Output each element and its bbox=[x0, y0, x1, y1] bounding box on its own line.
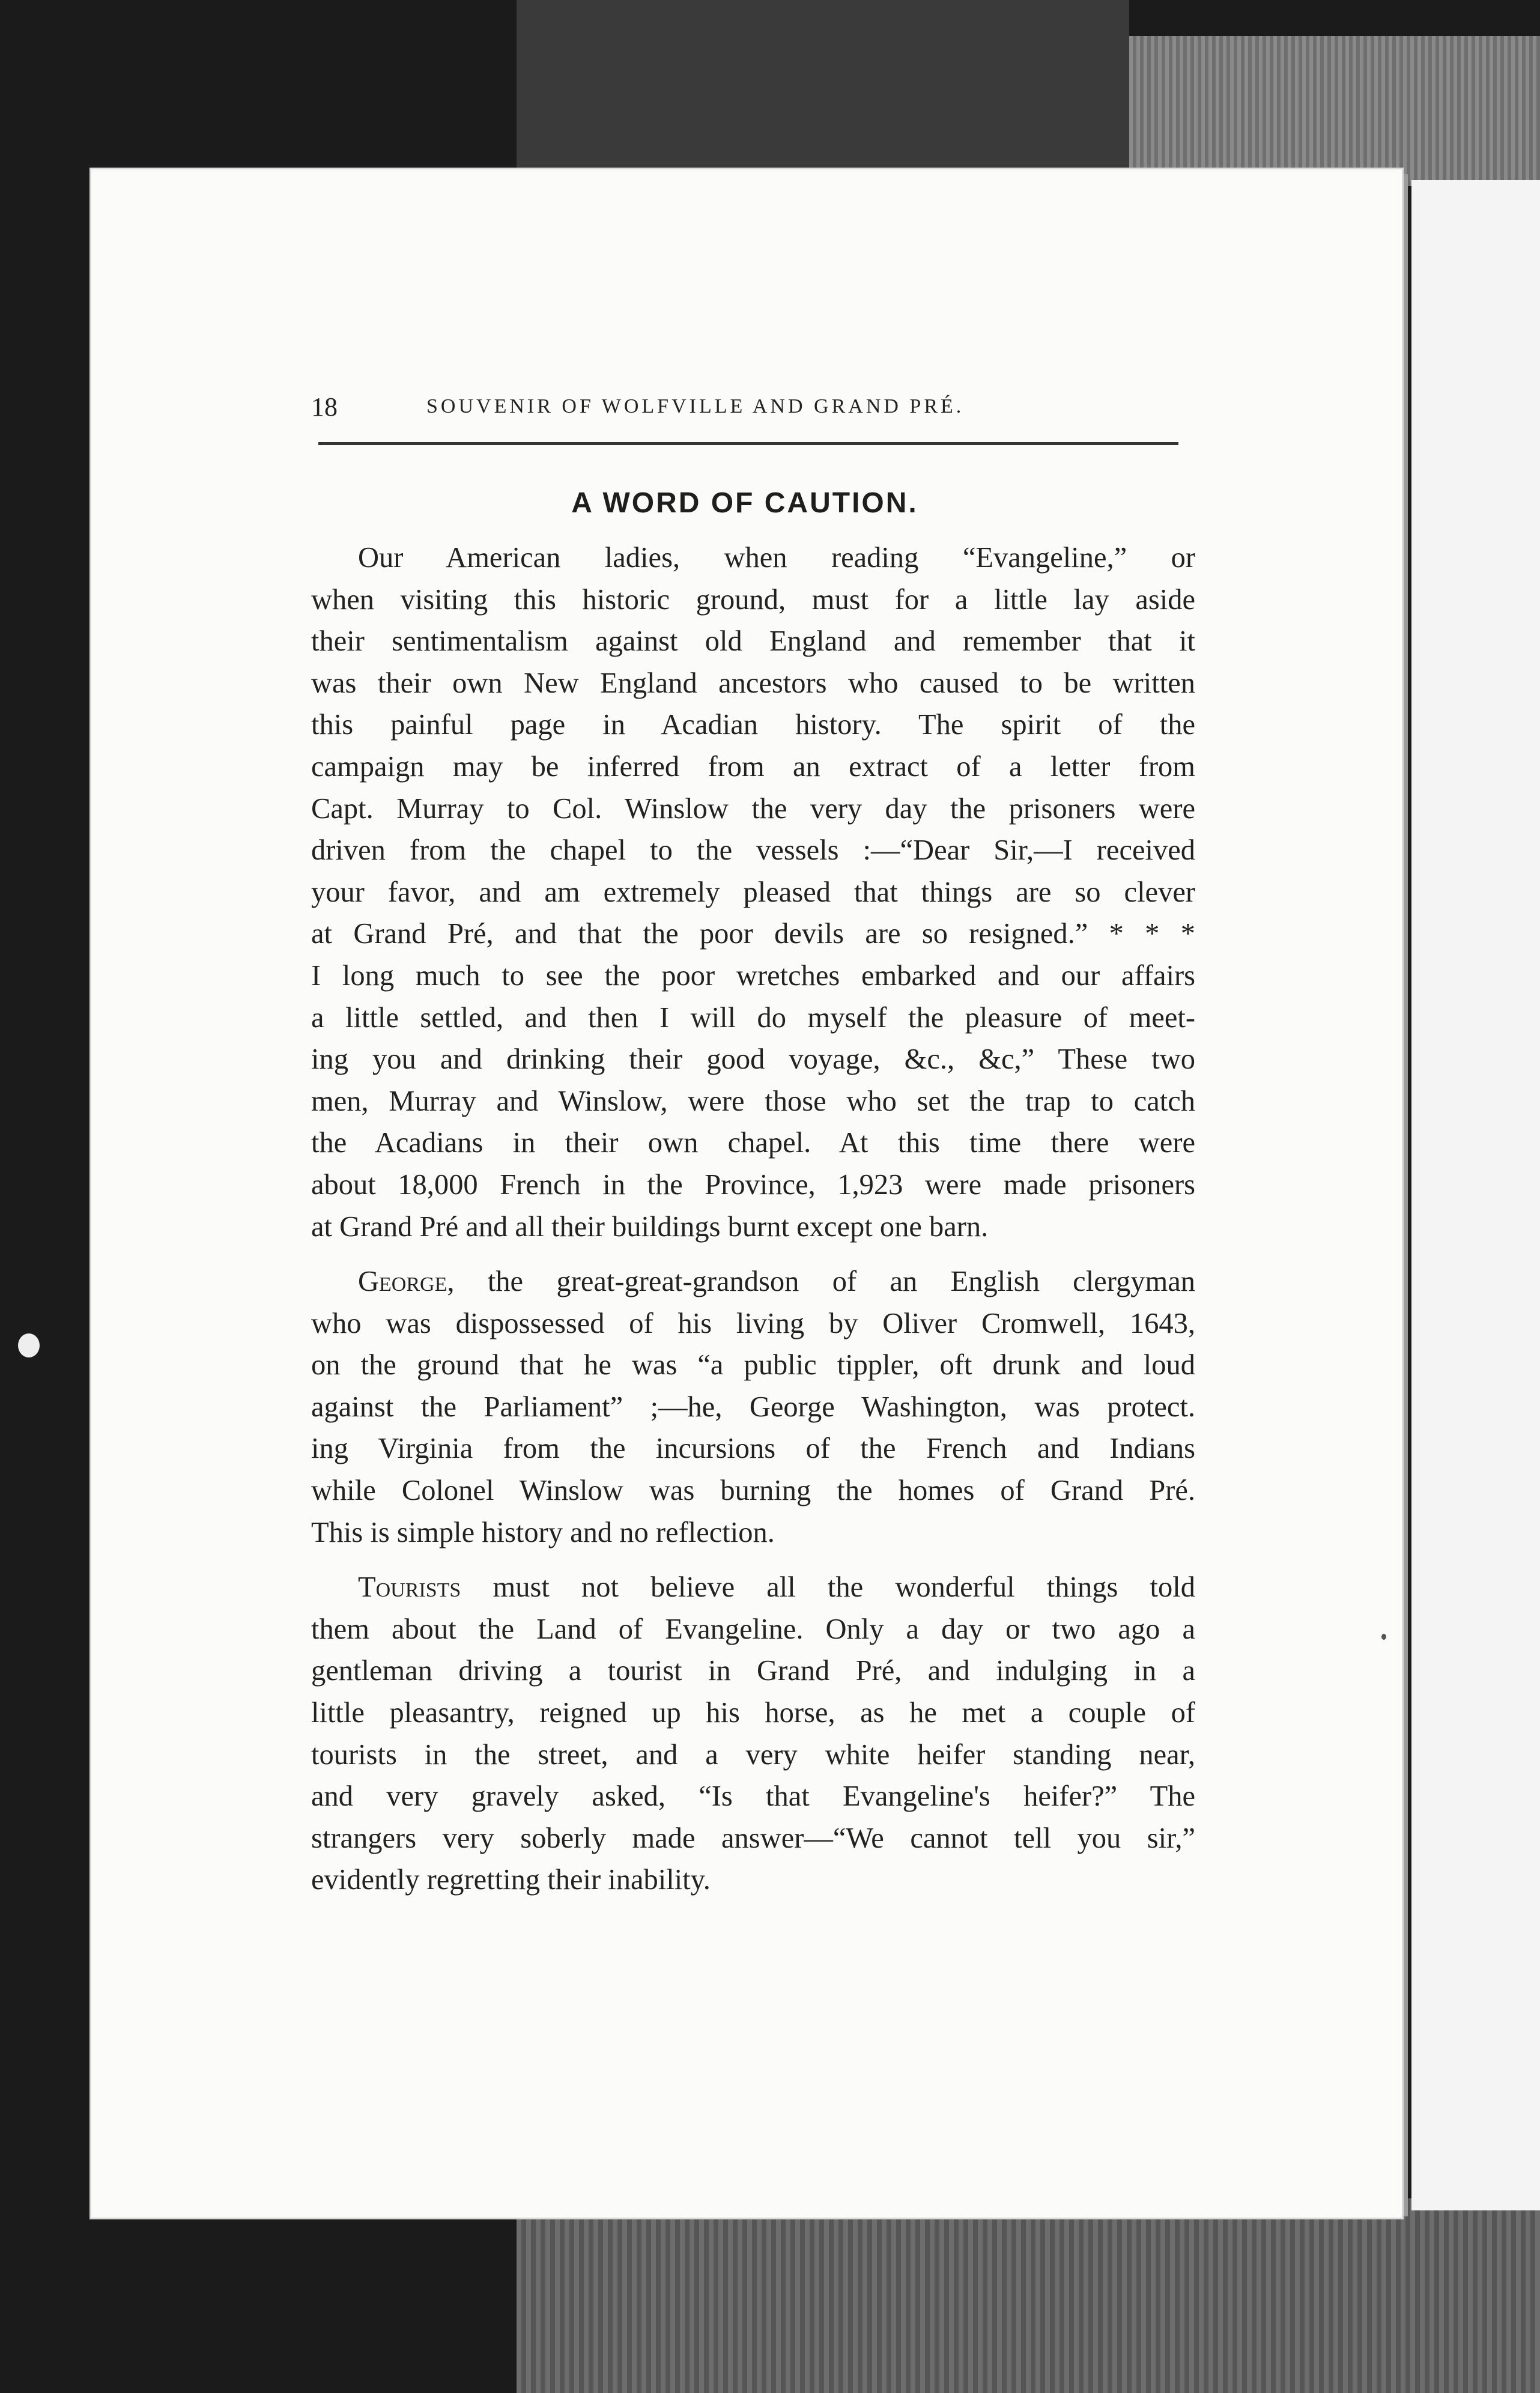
paragraph bbox=[311, 1261, 1195, 1553]
dust-speck bbox=[18, 1333, 40, 1357]
text-line: a little settled, and then I will do myself the pleasure of meet- bbox=[311, 1001, 1195, 1034]
text-line: at Grand Pré and all their buildings burnt except one barn. bbox=[311, 1210, 989, 1243]
running-title: SOUVENIR OF WOLFVILLE AND GRAND PRÉ. bbox=[426, 395, 965, 417]
text-line: when visiting this historic ground, must for a little lay aside bbox=[311, 583, 1195, 616]
lead-word: George, bbox=[358, 1266, 455, 1298]
text-line: This is simple history and no reflection. bbox=[311, 1516, 775, 1548]
text-line: Our American ladies, when reading “Evangeline,” or bbox=[358, 542, 1195, 574]
text-line: was their own New England ancestors who caused to be written bbox=[311, 667, 1195, 699]
text-line: ing you and drinking their good voyage, &c., &c,” These two bbox=[311, 1043, 1195, 1076]
text-line: and very gravely asked, “Is that Evangeline's heifer?” The bbox=[311, 1780, 1195, 1813]
text-line: strangers very soberly made answer—“We cannot tell you sir,” bbox=[311, 1822, 1195, 1854]
text-line: their sentimentalism against old England and remember that it bbox=[311, 625, 1195, 658]
text-line bbox=[311, 1567, 1195, 1609]
text-line: little pleasantry, reigned up his horse, as he met a couple of bbox=[311, 1697, 1195, 1729]
paragraph bbox=[311, 1567, 1195, 1901]
text-line: men, Murray and Winslow, were those who set the trap to catch bbox=[311, 1085, 1195, 1117]
text-line: at Grand Pré, and that the poor devils are so resigned.” * * * bbox=[311, 918, 1195, 950]
text-line: on the ground that he was “a public tippler, oft drunk and loud bbox=[311, 1349, 1195, 1382]
header-rule bbox=[318, 442, 1178, 445]
text-line: evidently regretting their inability. bbox=[311, 1864, 711, 1896]
text-line: this painful page in Acadian history. The spirit of the bbox=[311, 709, 1195, 741]
background-cloth-top-right bbox=[1129, 36, 1540, 186]
text-line: the Acadians in their own chapel. At this time there were bbox=[311, 1127, 1195, 1159]
text-line: who was dispossessed of his living by Oliver Cromwell, 1643, bbox=[311, 1307, 1195, 1339]
text-line: your favor, and am extremely pleased that things are so clever bbox=[311, 876, 1195, 908]
background-cloth-bottom bbox=[517, 2198, 1540, 2393]
text-line bbox=[311, 1261, 1195, 1303]
text-line: against the Parliament” ;—he, George Washington, was protect. bbox=[311, 1391, 1195, 1423]
text-line: while Colonel Winslow was burning the homes of Grand Pré. bbox=[311, 1475, 1195, 1507]
page-number: 18 bbox=[311, 392, 338, 422]
text-line: gentleman driving a tourist in Grand Pré, and indulging in a bbox=[311, 1655, 1195, 1687]
facing-page bbox=[1411, 180, 1540, 2210]
text-line: about 18,000 French in the Province, 1,923 were made prisoners bbox=[311, 1168, 1195, 1201]
lead-word: Tourists bbox=[358, 1571, 461, 1604]
text-line: Capt. Murray to Col. Winslow the very day the prisoners were bbox=[311, 792, 1195, 825]
text-line: ing Virginia from the incursions of the French and Indians bbox=[311, 1433, 1195, 1465]
paragraph bbox=[311, 537, 1195, 1248]
background-binding-top bbox=[517, 0, 1129, 168]
text-line: tourists in the street, and a very white heifer standing near, bbox=[311, 1738, 1195, 1771]
text-fragment: the great-great-grandson of an English clergyman bbox=[454, 1266, 1195, 1298]
text-fragment: must not believe all the wonderful things told bbox=[461, 1571, 1195, 1604]
dust-speck bbox=[1381, 1634, 1386, 1640]
text-line: them about the Land of Evangeline. Only a day or two ago a bbox=[311, 1613, 1195, 1645]
text-line: I long much to see the poor wretches embarked and our affairs bbox=[311, 959, 1195, 992]
section-heading: A WORD OF CAUTION. bbox=[571, 487, 918, 519]
text-line: driven from the chapel to the vessels :—“Dear Sir,—I received bbox=[311, 834, 1195, 867]
running-head bbox=[311, 392, 1176, 428]
text-line: campaign may be inferred from an extract of a letter from bbox=[311, 750, 1195, 783]
body-text bbox=[311, 537, 1195, 1901]
